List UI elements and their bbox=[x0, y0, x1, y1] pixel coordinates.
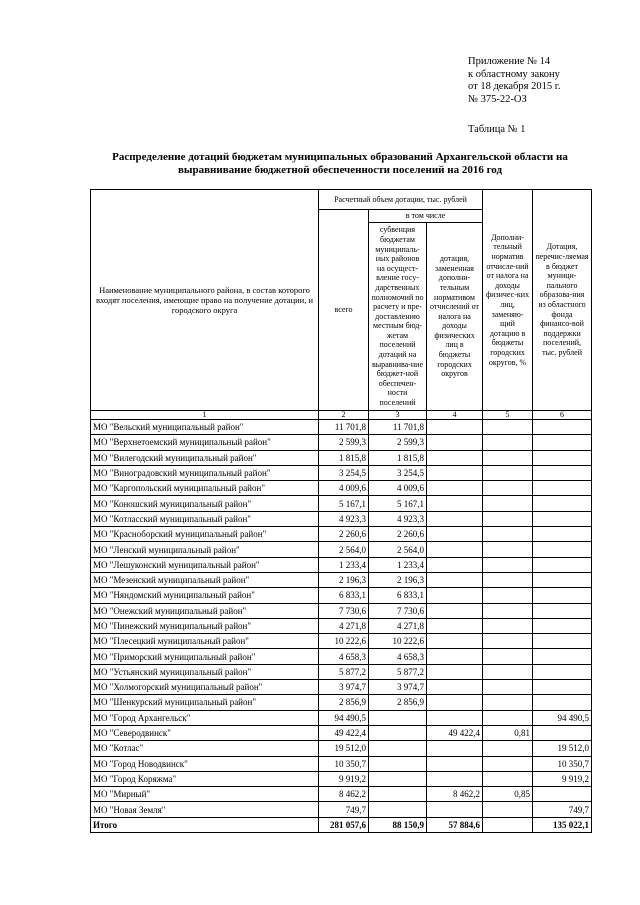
cell-replaced bbox=[427, 695, 483, 710]
cell-subvention bbox=[369, 756, 427, 771]
cell-name: МО "Котлас" bbox=[91, 741, 319, 756]
header-calc-group: Расчетный объем дотации, тыс. рублей bbox=[319, 190, 483, 210]
cell-transferred bbox=[533, 435, 592, 450]
cell-replaced bbox=[427, 557, 483, 572]
cell-subvention bbox=[369, 741, 427, 756]
cell-name: МО "Вилегодский муниципальный район" bbox=[91, 450, 319, 465]
cell-norm bbox=[483, 618, 533, 633]
cell-total: 2 599,3 bbox=[319, 435, 369, 450]
table-row bbox=[91, 465, 592, 480]
cell-total: 3 974,7 bbox=[319, 680, 369, 695]
cell-norm bbox=[483, 572, 533, 587]
cell-transferred bbox=[533, 465, 592, 480]
table-row bbox=[91, 618, 592, 633]
cell-name: МО "Вельский муниципальный район" bbox=[91, 420, 319, 435]
header-transferred: Дотация, перечис-ляемая в бюджет муници-пального образова-ния из областного фонда финансо-вой поддержки поселений, тыс. рублей bbox=[533, 190, 592, 411]
appendix-line: от 18 декабря 2015 г. bbox=[468, 81, 561, 92]
cell-transferred bbox=[533, 634, 592, 649]
table-row bbox=[91, 802, 592, 817]
table-row bbox=[91, 435, 592, 450]
table-row bbox=[91, 787, 592, 802]
table-row bbox=[91, 481, 592, 496]
cell-transferred bbox=[533, 680, 592, 695]
cell-total: 10 222,6 bbox=[319, 634, 369, 649]
cell-replaced bbox=[427, 496, 483, 511]
table-row bbox=[91, 511, 592, 526]
cell-subvention: 1 815,8 bbox=[369, 450, 427, 465]
cell-name: МО "Город Новодвинск" bbox=[91, 756, 319, 771]
cell-name: МО "Новая Земля" bbox=[91, 802, 319, 817]
cell-norm bbox=[483, 695, 533, 710]
cell-transferred bbox=[533, 450, 592, 465]
cell-total: 4 658,3 bbox=[319, 649, 369, 664]
cell-replaced bbox=[427, 572, 483, 587]
cell-transferred bbox=[533, 572, 592, 587]
cell-total: 94 490,5 bbox=[319, 710, 369, 725]
cell-norm bbox=[483, 435, 533, 450]
cell-transferred bbox=[533, 542, 592, 557]
cell-subvention: 2 564,0 bbox=[369, 542, 427, 557]
cell-subvention bbox=[369, 802, 427, 817]
cell-subvention: 2 599,3 bbox=[369, 435, 427, 450]
cell-replaced bbox=[427, 710, 483, 725]
cell-replaced bbox=[427, 756, 483, 771]
cell-name: МО "Красноборский муниципальный район" bbox=[91, 527, 319, 542]
cell-total: 5 167,1 bbox=[319, 496, 369, 511]
cell-total: 11 701,8 bbox=[319, 420, 369, 435]
cell-total: 2 856,9 bbox=[319, 695, 369, 710]
appendix-line: Приложение № 14 bbox=[468, 56, 551, 67]
table-row bbox=[91, 756, 592, 771]
cell-norm bbox=[483, 542, 533, 557]
title-line: выравнивание бюджетной обеспеченности поселений на 2016 год bbox=[177, 164, 503, 176]
cell-transferred: 94 490,5 bbox=[533, 710, 592, 725]
cell-total: 6 833,1 bbox=[319, 588, 369, 603]
cell-total: 281 057,6 bbox=[319, 817, 369, 832]
table-row bbox=[91, 420, 592, 435]
cell-transferred bbox=[533, 618, 592, 633]
cell-norm bbox=[483, 664, 533, 679]
table-number: Таблица № 1 bbox=[468, 124, 526, 135]
cell-subvention bbox=[369, 710, 427, 725]
cell-replaced bbox=[427, 771, 483, 786]
cell-transferred bbox=[533, 603, 592, 618]
cell-transferred bbox=[533, 725, 592, 740]
table-row bbox=[91, 710, 592, 725]
cell-subvention: 88 150,9 bbox=[369, 817, 427, 832]
cell-subvention: 4 658,3 bbox=[369, 649, 427, 664]
cell-subvention: 10 222,6 bbox=[369, 634, 427, 649]
table-row bbox=[91, 664, 592, 679]
total-row bbox=[91, 817, 592, 832]
cell-transferred bbox=[533, 496, 592, 511]
cell-norm bbox=[483, 420, 533, 435]
cell-replaced bbox=[427, 511, 483, 526]
column-number: 2 bbox=[319, 411, 369, 420]
cell-total: 4 923,3 bbox=[319, 511, 369, 526]
cell-total: 749,7 bbox=[319, 802, 369, 817]
cell-subvention: 2 856,9 bbox=[369, 695, 427, 710]
cell-subvention bbox=[369, 787, 427, 802]
cell-norm: 0,85 bbox=[483, 787, 533, 802]
column-number: 4 bbox=[427, 411, 483, 420]
table-row bbox=[91, 741, 592, 756]
cell-norm bbox=[483, 527, 533, 542]
cell-transferred bbox=[533, 527, 592, 542]
cell-norm bbox=[483, 756, 533, 771]
cell-transferred: 19 512,0 bbox=[533, 741, 592, 756]
cell-transferred bbox=[533, 664, 592, 679]
cell-norm bbox=[483, 465, 533, 480]
column-number: 5 bbox=[483, 411, 533, 420]
cell-name: МО "Плесецкий муниципальный район" bbox=[91, 634, 319, 649]
cell-total: 19 512,0 bbox=[319, 741, 369, 756]
cell-replaced: 57 884,6 bbox=[427, 817, 483, 832]
appendix-line: № 375-22-ОЗ bbox=[468, 93, 527, 105]
cell-total: 10 350,7 bbox=[319, 756, 369, 771]
appendix-header bbox=[468, 56, 560, 106]
cell-norm bbox=[483, 817, 533, 832]
cell-norm bbox=[483, 496, 533, 511]
table-row bbox=[91, 527, 592, 542]
table-row bbox=[91, 603, 592, 618]
cell-name: МО "Холмогорский муниципальный район" bbox=[91, 680, 319, 695]
cell-replaced bbox=[427, 664, 483, 679]
table-row bbox=[91, 572, 592, 587]
cell-name: МО "Котласский муниципальный район" bbox=[91, 511, 319, 526]
appendix-line: к областному закону bbox=[468, 68, 560, 80]
cell-total: 4 009,6 bbox=[319, 481, 369, 496]
cell-replaced bbox=[427, 649, 483, 664]
cell-norm bbox=[483, 741, 533, 756]
cell-name: МО "Коношский муниципальный район" bbox=[91, 496, 319, 511]
cell-norm bbox=[483, 634, 533, 649]
cell-total: 2 196,3 bbox=[319, 572, 369, 587]
cell-norm bbox=[483, 511, 533, 526]
cell-subvention: 2 196,3 bbox=[369, 572, 427, 587]
column-number: 6 bbox=[533, 411, 592, 420]
cell-total: 4 271,8 bbox=[319, 618, 369, 633]
cell-replaced bbox=[427, 741, 483, 756]
cell-subvention: 6 833,1 bbox=[369, 588, 427, 603]
cell-total: 9 919,2 bbox=[319, 771, 369, 786]
header-total: всего bbox=[319, 210, 369, 411]
cell-name: МО "Город Коряжма" bbox=[91, 771, 319, 786]
cell-total: 1 233,4 bbox=[319, 557, 369, 572]
cell-total: 5 877,2 bbox=[319, 664, 369, 679]
cell-total: 7 730,6 bbox=[319, 603, 369, 618]
cell-norm bbox=[483, 771, 533, 786]
cell-transferred bbox=[533, 588, 592, 603]
table-row bbox=[91, 680, 592, 695]
cell-norm bbox=[483, 649, 533, 664]
cell-name: МО "Шенкурский муниципальный район" bbox=[91, 695, 319, 710]
cell-name: МО "Каргопольский муниципальный район" bbox=[91, 481, 319, 496]
table-row bbox=[91, 496, 592, 511]
cell-subvention: 5 167,1 bbox=[369, 496, 427, 511]
cell-replaced bbox=[427, 618, 483, 633]
cell-subvention: 4 009,6 bbox=[369, 481, 427, 496]
cell-norm bbox=[483, 450, 533, 465]
cell-replaced bbox=[427, 542, 483, 557]
cell-subvention: 1 233,4 bbox=[369, 557, 427, 572]
table-row bbox=[91, 588, 592, 603]
cell-name: МО "Лешуконский муниципальный район" bbox=[91, 557, 319, 572]
cell-replaced bbox=[427, 588, 483, 603]
cell-norm bbox=[483, 802, 533, 817]
cell-transferred bbox=[533, 649, 592, 664]
cell-name: МО "Ленский муниципальный район" bbox=[91, 542, 319, 557]
table-row bbox=[91, 695, 592, 710]
cell-name: МО "Мезенский муниципальный район" bbox=[91, 572, 319, 587]
cell-replaced bbox=[427, 603, 483, 618]
cell-subvention bbox=[369, 725, 427, 740]
cell-name: МО "Няндомский муниципальный район" bbox=[91, 588, 319, 603]
cell-replaced: 8 462,2 bbox=[427, 787, 483, 802]
cell-replaced bbox=[427, 481, 483, 496]
cell-transferred bbox=[533, 420, 592, 435]
cell-name: МО "Приморский муниципальный район" bbox=[91, 649, 319, 664]
cell-total: 49 422,4 bbox=[319, 725, 369, 740]
cell-subvention: 3 974,7 bbox=[369, 680, 427, 695]
cell-replaced bbox=[427, 527, 483, 542]
cell-replaced: 49 422,4 bbox=[427, 725, 483, 740]
cell-replaced bbox=[427, 465, 483, 480]
cell-total: 3 254,5 bbox=[319, 465, 369, 480]
cell-name: МО "Мирный" bbox=[91, 787, 319, 802]
table-row bbox=[91, 771, 592, 786]
header-name: Наименование муниципального района, в состав которого входят поселения, имеющие право на получение дотации, и городского округа bbox=[91, 190, 319, 411]
cell-total: 2 564,0 bbox=[319, 542, 369, 557]
column-number: 3 bbox=[369, 411, 427, 420]
cell-transferred bbox=[533, 787, 592, 802]
table-body bbox=[91, 420, 592, 833]
column-number: 1 bbox=[91, 411, 319, 420]
cell-subvention: 2 260,6 bbox=[369, 527, 427, 542]
cell-name: МО "Верхнетоемский муниципальный район" bbox=[91, 435, 319, 450]
cell-transferred bbox=[533, 511, 592, 526]
cell-transferred: 10 350,7 bbox=[533, 756, 592, 771]
table-row bbox=[91, 634, 592, 649]
cell-replaced bbox=[427, 680, 483, 695]
cell-norm: 0,81 bbox=[483, 725, 533, 740]
cell-subvention: 11 701,8 bbox=[369, 420, 427, 435]
table-row bbox=[91, 542, 592, 557]
cell-subvention: 7 730,6 bbox=[369, 603, 427, 618]
cell-norm bbox=[483, 557, 533, 572]
cell-total: 8 462,2 bbox=[319, 787, 369, 802]
header-replaced: дотация, замененная дополни-тельным нормативом отчислений от налога на доходы физических лиц в бюджеты городских округов bbox=[427, 223, 483, 411]
cell-name: МО "Онежский муниципальный район" bbox=[91, 603, 319, 618]
cell-transferred: 749,7 bbox=[533, 802, 592, 817]
cell-name: МО "Виноградовский муниципальный район" bbox=[91, 465, 319, 480]
table-row bbox=[91, 557, 592, 572]
cell-name: МО "Устьянский муниципальный район" bbox=[91, 664, 319, 679]
cell-name: МО "Пинежский муниципальный район" bbox=[91, 618, 319, 633]
cell-transferred bbox=[533, 557, 592, 572]
table-row bbox=[91, 649, 592, 664]
cell-norm bbox=[483, 588, 533, 603]
table-row bbox=[91, 725, 592, 740]
cell-replaced bbox=[427, 435, 483, 450]
cell-total: 1 815,8 bbox=[319, 450, 369, 465]
cell-transferred: 135 022,1 bbox=[533, 817, 592, 832]
cell-norm bbox=[483, 481, 533, 496]
cell-transferred bbox=[533, 481, 592, 496]
title-line: Распределение дотаций бюджетам муниципальных образований Архангельской области на bbox=[112, 151, 568, 163]
cell-subvention: 5 877,2 bbox=[369, 664, 427, 679]
cell-replaced bbox=[427, 450, 483, 465]
table-row bbox=[91, 450, 592, 465]
cell-subvention: 3 254,5 bbox=[369, 465, 427, 480]
cell-norm bbox=[483, 710, 533, 725]
cell-replaced bbox=[427, 420, 483, 435]
document-title bbox=[60, 151, 620, 177]
cell-replaced bbox=[427, 802, 483, 817]
cell-name: МО "Город Архангельск" bbox=[91, 710, 319, 725]
cell-subvention: 4 271,8 bbox=[369, 618, 427, 633]
subsidy-table bbox=[90, 189, 592, 833]
cell-total: 2 260,6 bbox=[319, 527, 369, 542]
header-norm: Дополни-тельный норматив отчисле-ний от налога на доходы физичес-ких лиц, заменяю-щий дотацию в бюджеты городских округов, % bbox=[483, 190, 533, 411]
cell-subvention bbox=[369, 771, 427, 786]
cell-norm bbox=[483, 680, 533, 695]
cell-transferred: 9 919,2 bbox=[533, 771, 592, 786]
cell-replaced bbox=[427, 634, 483, 649]
cell-norm bbox=[483, 603, 533, 618]
cell-name: МО "Северодвинск" bbox=[91, 725, 319, 740]
header-subv: субвенция бюджетам муниципаль-ных районов на осущест-вление госу-дарственных полномочий по расчету и пре-доставлению местным бюд-жетам поселений дотаций на выравнива-ние бюджет-ной обеспечен-ности поселений bbox=[369, 223, 427, 411]
cell-name: Итого bbox=[91, 817, 319, 832]
cell-subvention: 4 923,3 bbox=[369, 511, 427, 526]
cell-transferred bbox=[533, 695, 592, 710]
header-incl: в том числе bbox=[369, 210, 483, 223]
